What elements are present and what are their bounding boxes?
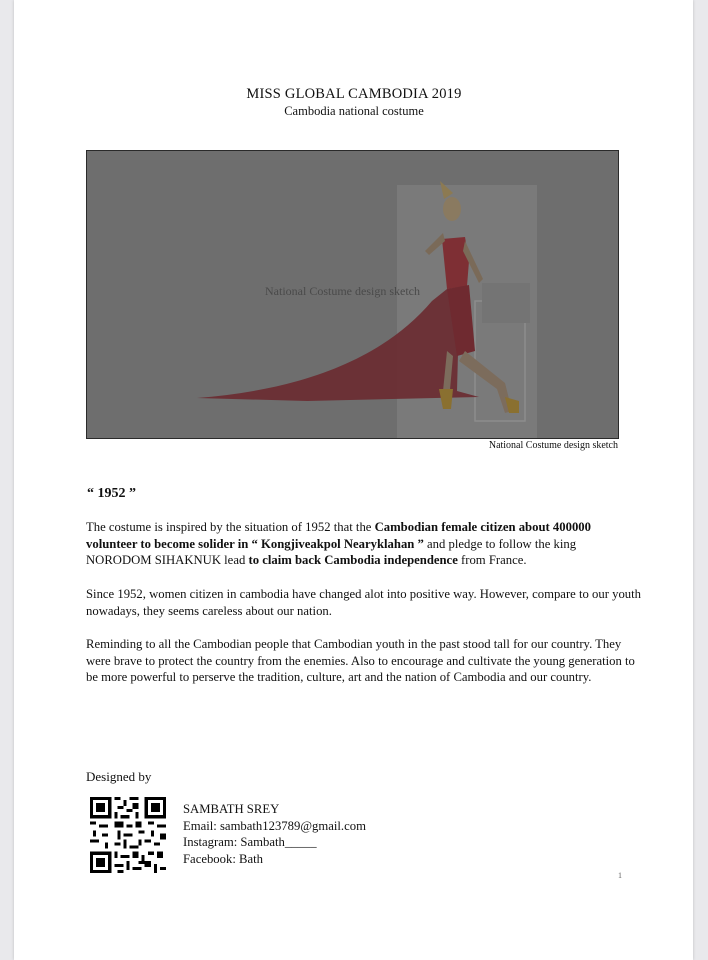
paragraph-1-text-1: The costume is inspired by the situation of 1952 that the: [86, 520, 375, 534]
sketch-overlay-text: National Costume design sketch: [265, 284, 420, 298]
designed-by-heading: Designed by: [86, 769, 152, 784]
paragraph-1-bold-2: to claim back Cambodia independence: [248, 553, 458, 567]
paragraph-1-text-2: and pledge to follow the king NORODOM SIHAKNUK lead: [86, 536, 577, 567]
designer-name: SAMBATH SREY: [183, 802, 280, 816]
paragraph-1: [86, 519, 642, 569]
page-number: 1: [618, 871, 622, 880]
figure-caption: National Costume design sketch: [488, 440, 618, 451]
costume-sketch-figure: [86, 150, 619, 439]
designer-instagram: Instagram: Sambath_____: [183, 835, 317, 850]
designer-email: Email: sambath123789@gmail.com: [183, 818, 366, 833]
costume-sketch-image: [87, 151, 618, 438]
paragraph-2: Since 1952, women citizen in cambodia have changed alot into positive way. However, compare to our youth nowadays, they seems careless about our nation.: [86, 587, 641, 618]
qr-code-image: [90, 797, 166, 873]
designer-contact: [183, 801, 366, 867]
paragraph-1-bold-1: Cambodian female citizen about 400000 volunteer to become solider in “ Kongjiveakpol Nearyklahan ”: [86, 520, 591, 551]
document-subtitle: Cambodia national costume: [284, 104, 424, 118]
paragraph-3: Reminding to all the Cambodian people that Cambodian youth in the past stood tall for our country. They were brave to protect the country from the enemies. Also to encourage and cultivate the young generation to be more powerful to perserve the tradition, culture, art and the nation of Cambodia and our country.: [86, 637, 635, 684]
paragraph-1-text-3: from France.: [457, 553, 527, 567]
document-title: MISS GLOBAL CAMBODIA 2019: [246, 86, 462, 102]
section-title: “ 1952 ”: [87, 486, 136, 501]
designer-facebook: Facebook: Bath: [183, 851, 263, 866]
